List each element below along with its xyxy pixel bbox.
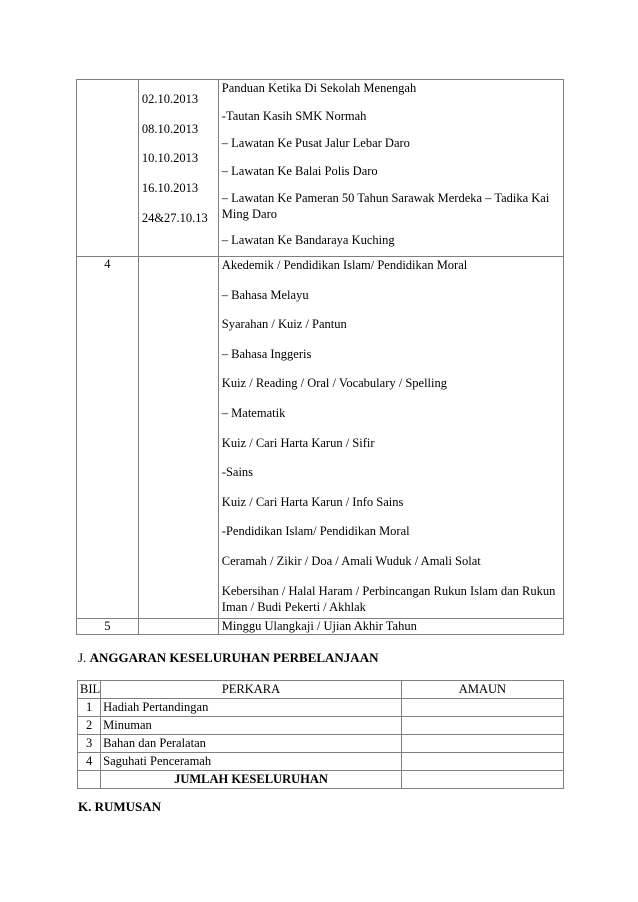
activity-line: Kuiz / Cari Harta Karun / Sifir (221, 435, 375, 450)
total-amount-cell (401, 771, 563, 789)
table-row (78, 735, 564, 753)
activity-line: – Lawatan Ke Pusat Jalur Lebar Daro (221, 136, 410, 150)
perkara-cell: Saguhati Penceramah (101, 753, 402, 771)
bil-cell: 3 (78, 735, 101, 753)
bil-cell: 4 (78, 753, 101, 771)
column-header-bil: BIL (78, 681, 101, 699)
activity-line: Kuiz / Reading / Oral / Vocabulary / Spelling (221, 376, 447, 391)
bil-cell: 2 (78, 717, 101, 735)
activity-line: Ceramah / Zikir / Doa / Amali Wuduk / Amali Solat (221, 553, 481, 568)
total-label: JUMLAH KESELURUHAN (101, 771, 402, 789)
amaun-cell (401, 699, 563, 717)
activity-cell: Minggu Ulangkaji / Ujian Akhir Tahun (218, 619, 563, 635)
budget-table (77, 680, 564, 789)
activity-line: Panduan Ketika Di Sekolah Menengah (221, 81, 417, 95)
activity-line: Kebersihan / Halal Haram / Perbincangan Rukun Islam dan Rukun Iman / Budi Pekerti / Akhlak (221, 583, 556, 614)
activity-line: – Lawatan Ke Bandaraya Kuching (221, 233, 395, 247)
amaun-cell (401, 735, 563, 753)
activities-table (76, 79, 564, 635)
perkara-cell: Bahan dan Peralatan (101, 735, 402, 753)
activity-line: Kuiz / Cari Harta Karun / Info Sains (221, 494, 404, 509)
activity-cell (218, 80, 563, 257)
activity-line: – Bahasa Melayu (221, 287, 309, 302)
column-header-perkara: PERKARA (101, 681, 402, 699)
activity-line: -Sains (221, 465, 254, 480)
table-row (78, 753, 564, 771)
section-heading-k: K. RUMUSAN (78, 799, 162, 814)
row-number-cell (77, 80, 139, 257)
table-row (77, 80, 564, 257)
activity-cell (218, 257, 563, 619)
activity-line: -Pendidikan Islam/ Pendidikan Moral (221, 524, 410, 539)
dates-cell (138, 619, 218, 635)
dates-cell (138, 257, 218, 619)
table-header-row (78, 681, 564, 699)
section-title: ANGGARAN KESELURUHAN PERBELANJAAN (89, 650, 379, 665)
activity-line: Syarahan / Kuiz / Pantun (221, 317, 347, 332)
section-prefix: J. (78, 650, 87, 665)
row-number-cell: 5 (77, 619, 139, 635)
date-item: 16.10.2013 (141, 181, 199, 196)
column-header-amaun: AMAUN (401, 681, 563, 699)
date-item: 10.10.2013 (141, 151, 199, 166)
activity-line: -Tautan Kasih SMK Normah (221, 108, 367, 123)
activity-line: – Lawatan Ke Pameran 50 Tahun Sarawak Merdeka – Tadika Kai Ming Daro (221, 191, 550, 221)
perkara-cell: Minuman (101, 717, 402, 735)
row-number-cell: 4 (77, 257, 139, 619)
bil-cell (78, 771, 101, 789)
activity-line: – Lawatan Ke Balai Polis Daro (221, 163, 378, 178)
amaun-cell (401, 717, 563, 735)
table-row (77, 257, 564, 619)
date-item: 08.10.2013 (141, 121, 199, 136)
date-item: 02.10.2013 (141, 92, 199, 106)
section-heading-j (78, 650, 378, 666)
activity-line: – Matematik (221, 405, 286, 420)
bil-cell: 1 (78, 699, 101, 717)
dates-cell (138, 80, 218, 257)
table-row (78, 717, 564, 735)
activity-line: – Bahasa Inggeris (221, 346, 312, 361)
table-row (77, 619, 564, 635)
amaun-cell (401, 753, 563, 771)
activity-line: Akedemik / Pendidikan Islam/ Pendidikan Moral (221, 258, 468, 272)
perkara-cell: Hadiah Pertandingan (101, 699, 402, 717)
total-row (78, 771, 564, 789)
table-row (78, 699, 564, 717)
date-item: 24&27.10.13 (141, 210, 208, 225)
